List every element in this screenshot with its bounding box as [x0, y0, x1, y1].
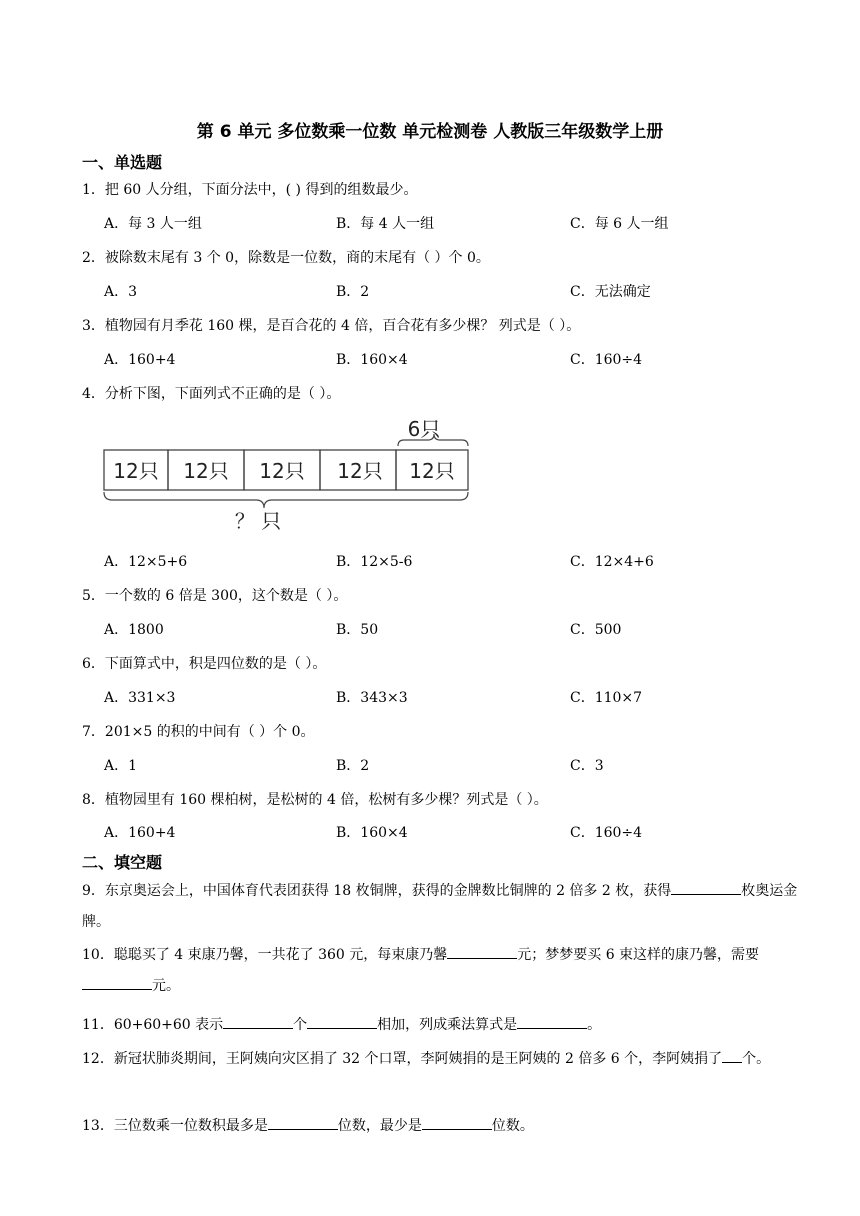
question-10 — [82, 940, 810, 1002]
q6-option-c[interactable]: C．110×7 — [570, 690, 643, 706]
question-10-text-c: 元。 — [152, 978, 180, 994]
q7-option-c[interactable]: C．3 — [570, 758, 604, 774]
box-label-1: 12只 — [113, 459, 159, 483]
box-label-4: 12只 — [337, 459, 383, 483]
bottom-brace — [104, 492, 468, 508]
answer-blank-12[interactable] — [722, 1048, 742, 1063]
question-12 — [82, 1044, 810, 1075]
box-label-2: 12只 — [183, 459, 229, 483]
answer-blank-10b[interactable] — [82, 975, 152, 990]
q1-option-c[interactable]: C．每 6 人一组 — [570, 216, 669, 232]
question-2: 2．被除数末尾有 3 个 0，除数是一位数，商的末尾有（ ）个 0。 — [82, 250, 490, 266]
question-9-text-a: 9．东京奥运会上，中国体育代表团获得 18 枚铜牌，获得的金牌数比铜牌的 2 倍多 2 枚，获得 — [82, 883, 672, 899]
q8-option-a[interactable]: A．160+4 — [104, 825, 176, 841]
top-label: 6只 — [407, 418, 441, 441]
q4-option-c[interactable]: C．12×4+6 — [570, 554, 654, 570]
q2-option-b[interactable]: B．2 — [336, 284, 370, 300]
q3-option-c[interactable]: C．160÷4 — [570, 352, 643, 368]
question-11 — [82, 1014, 601, 1035]
question-5: 5．一个数的 6 倍是 300，这个数是（ ）。 — [82, 588, 348, 604]
q6-option-b[interactable]: B．343×3 — [336, 690, 408, 706]
question-12-text-b: 个。 — [742, 1051, 771, 1067]
q6-option-a[interactable]: A．331×3 — [104, 690, 176, 706]
question-13-text-c: 位数。 — [491, 1118, 534, 1134]
q2-option-c[interactable]: C．无法确定 — [570, 284, 651, 300]
bottom-label: ？ 只 — [234, 509, 282, 533]
question-12-text-a: 12．新冠状肺炎期间，王阿姨向灾区捐了 32 个口罩，李阿姨捐的是王阿姨的 2 倍多 6 个，李阿姨捐了 — [82, 1051, 723, 1067]
question-4: 4．分析下图，下面列式不正确的是（ ）。 — [82, 386, 341, 402]
question-8: 8．植物园里有 160 棵柏树，是松树的 4 倍，松树有多少棵？列式是（ ）。 — [82, 792, 548, 808]
q4-option-a[interactable]: A．12×5+6 — [104, 554, 188, 570]
q8-option-c[interactable]: C．160÷4 — [570, 825, 643, 841]
question-10-text-a: 10．聪聪买了 4 束康乃馨，一共花了 360 元，每束康乃馨 — [82, 947, 448, 963]
question-11-text-c: 相加，列成乘法算式是 — [377, 1017, 518, 1033]
q3-option-b[interactable]: B．160×4 — [336, 352, 408, 368]
page-title: 第 6 单元 多位数乘一位数 单元检测卷 人教版三年级数学上册 — [196, 122, 664, 142]
answer-blank-13a[interactable] — [268, 1115, 338, 1130]
answer-blank-11a[interactable] — [223, 1014, 293, 1029]
segment-diagram — [98, 418, 478, 538]
q5-option-a[interactable]: A．1800 — [104, 622, 164, 638]
question-10-text-b: 元；梦梦要买 6 束这样的康乃馨，需要 — [517, 947, 760, 963]
question-13-text-a: 13．三位数乘一位数积最多是 — [82, 1118, 268, 1134]
section-heading-single-choice: 一、单选题 — [82, 153, 163, 172]
question-9 — [82, 876, 810, 938]
box-label-3: 12只 — [259, 459, 305, 483]
q5-option-c[interactable]: C．500 — [570, 622, 622, 638]
answer-blank-9[interactable] — [671, 880, 741, 895]
q2-option-a[interactable]: A．3 — [104, 284, 138, 300]
question-7: 7．201×5 的积的中间有（ ）个 0。 — [82, 724, 315, 740]
q8-option-b[interactable]: B．160×4 — [336, 825, 408, 841]
answer-blank-11b[interactable] — [307, 1014, 377, 1029]
question-11-text-b: 个 — [293, 1017, 308, 1033]
q5-option-b[interactable]: B．50 — [336, 622, 379, 638]
question-6: 6．下面算式中，积是四位数的是（ ）。 — [82, 656, 327, 672]
question-13-text-b: 位数，最少是 — [337, 1118, 422, 1134]
answer-blank-11c[interactable] — [517, 1014, 587, 1029]
q4-option-b[interactable]: B．12×5-6 — [336, 554, 413, 570]
answer-blank-13b[interactable] — [422, 1115, 492, 1130]
answer-blank-10a[interactable] — [447, 944, 517, 959]
section-heading-fill-blank: 二、填空题 — [82, 853, 163, 872]
q3-option-a[interactable]: A．160+4 — [104, 352, 176, 368]
question-13 — [82, 1115, 534, 1136]
question-3: 3．植物园有月季花 160 棵，是百合花的 4 倍，百合花有多少棵？ 列式是（ ）。 — [82, 318, 581, 334]
q1-option-b[interactable]: B．每 4 人一组 — [336, 216, 435, 232]
q7-option-b[interactable]: B．2 — [336, 758, 370, 774]
question-1: 1．把 60 人分组，下面分法中，( ) 得到的组数最少。 — [82, 182, 418, 198]
q1-option-a[interactable]: A．每 3 人一组 — [104, 216, 202, 232]
question-11-text-d: 。 — [587, 1017, 602, 1033]
question-11-text-a: 11．60+60+60 表示 — [82, 1017, 224, 1033]
box-label-5: 12只 — [409, 459, 455, 483]
q7-option-a[interactable]: A．1 — [104, 758, 138, 774]
question-9-text-b: 枚奥运金牌。 — [82, 883, 798, 930]
